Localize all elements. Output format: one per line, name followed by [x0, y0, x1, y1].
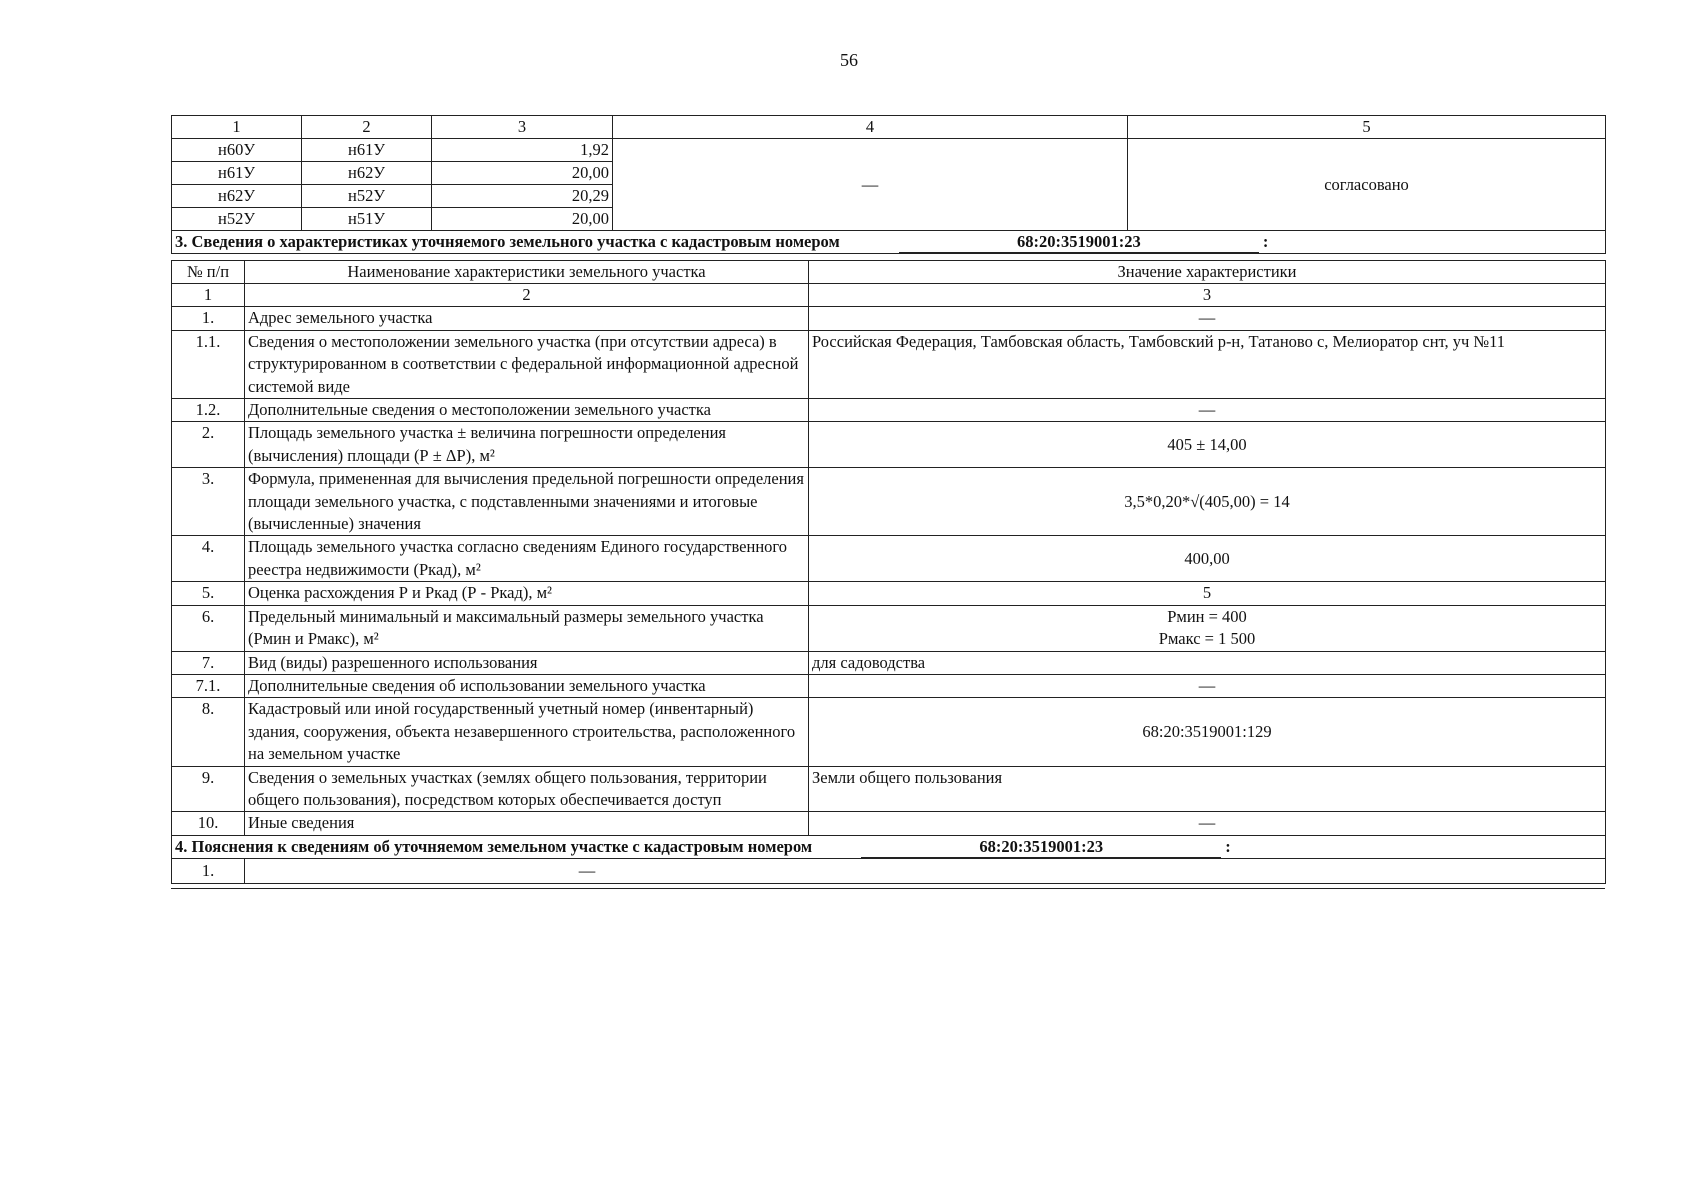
page-number: 56	[840, 50, 858, 70]
row-value: 400,00	[809, 536, 1606, 582]
section4-row-num: 1.	[172, 859, 245, 884]
segment-length: 20,00	[432, 208, 613, 231]
segment-length: 1,92	[432, 139, 613, 162]
segments-col-header-5: 5	[1128, 116, 1606, 139]
section4-colon: :	[1225, 836, 1231, 856]
segment-from: н62У	[172, 185, 302, 208]
row-name: Площадь земельного участка ± величина погрешности определения (вычисления) площади (Р ± ΔР), м²	[245, 422, 809, 468]
characteristics-table-block	[171, 260, 1605, 889]
table-row	[172, 651, 1606, 674]
row-value: 405 ± 14,00	[809, 422, 1606, 468]
row-num: 4.	[172, 536, 245, 582]
segment-length: 20,29	[432, 185, 613, 208]
row-name: Адрес земельного участка	[245, 307, 809, 330]
row-name: Сведения о местоположении земельного участка (при отсутствии адреса) в структурированном в соответствии с федеральной информационной адресной системой виде	[245, 330, 809, 398]
row-name: Сведения о земельных участках (землях общего пользования, территории общего пользования), посредством которых обеспечивается доступ	[245, 766, 809, 812]
characteristics-number-row	[172, 284, 1606, 307]
section4-title: 4. Пояснения к сведениям об уточняемом земельном участке с кадастровым номером	[175, 836, 813, 856]
table-row	[172, 698, 1606, 766]
header-number-2: 2	[245, 284, 809, 307]
table-row	[172, 766, 1606, 812]
table-row	[172, 536, 1606, 582]
segments-col-header-1: 1	[172, 116, 302, 139]
segment-to: н62У	[302, 162, 432, 185]
segments-col-header-3: 3	[432, 116, 613, 139]
segment-from: н52У	[172, 208, 302, 231]
table-row	[172, 582, 1606, 605]
row-value: 68:20:3519001:129	[809, 698, 1606, 766]
row-name: Иные сведения	[245, 812, 809, 835]
section4-row-value-cell	[245, 859, 1606, 884]
row-value: —	[809, 399, 1606, 422]
segment-from: н60У	[172, 139, 302, 162]
segment-to: н61У	[302, 139, 432, 162]
segments-row	[172, 139, 1606, 162]
section3-title: 3. Сведения о характеристиках уточняемого земельного участка с кадастровым номером	[175, 232, 840, 251]
table-row	[172, 812, 1606, 835]
header-value: Значение характеристики	[809, 261, 1606, 284]
row-num: 9.	[172, 766, 245, 812]
row-value: —	[809, 307, 1606, 330]
header-number-1: 1	[172, 284, 245, 307]
row-value: —	[809, 674, 1606, 697]
segments-table-block	[171, 115, 1605, 254]
row-num: 7.	[172, 651, 245, 674]
table-row	[172, 330, 1606, 398]
table-row	[172, 399, 1606, 422]
section4-title-cell	[172, 835, 1606, 858]
row-value-line-2: Рмакс = 1 500	[1158, 629, 1256, 649]
row-num: 7.1.	[172, 674, 245, 697]
row-name: Оценка расхождения Р и Ркад (Р - Ркад), м²	[245, 582, 809, 605]
row-value: —	[809, 812, 1606, 835]
section3-cadastral-number: 68:20:3519001:23	[899, 231, 1259, 253]
header-name: Наименование характеристики земельного участка	[245, 261, 809, 284]
table-row	[172, 674, 1606, 697]
row-value: 3,5*0,20*√(405,00) = 14	[809, 468, 1606, 536]
header-num: № п/п	[172, 261, 245, 284]
table-bottom-border	[171, 884, 1605, 889]
row-num: 5.	[172, 582, 245, 605]
segments-col5-value: согласовано	[1128, 139, 1606, 231]
table-row	[172, 605, 1606, 651]
segments-header-row	[172, 116, 1606, 139]
segments-col-header-2: 2	[302, 116, 432, 139]
section4-title-row	[172, 835, 1606, 858]
characteristics-header-row	[172, 261, 1606, 284]
segments-col-header-4: 4	[613, 116, 1128, 139]
segment-to: н52У	[302, 185, 432, 208]
row-num: 6.	[172, 605, 245, 651]
row-num: 3.	[172, 468, 245, 536]
row-value: 5	[809, 582, 1606, 605]
section4-row	[172, 859, 1606, 884]
segment-length: 20,00	[432, 162, 613, 185]
row-num: 8.	[172, 698, 245, 766]
row-value: для садоводства	[809, 651, 1606, 674]
row-name: Дополнительные сведения об использовании земельного участка	[245, 674, 809, 697]
row-name: Дополнительные сведения о местоположении земельного участка	[245, 399, 809, 422]
row-value-line-1: Рмин = 400	[1167, 606, 1247, 626]
section3-colon: :	[1262, 232, 1269, 251]
row-num: 2.	[172, 422, 245, 468]
row-num: 1.1.	[172, 330, 245, 398]
section4-row-value: —	[578, 861, 596, 881]
row-num: 1.2.	[172, 399, 245, 422]
section4-cadastral-number: 68:20:3519001:23	[861, 836, 1221, 858]
header-number-3: 3	[809, 284, 1606, 307]
row-name: Кадастровый или иной государственный учетный номер (инвентарный) здания, сооружения, объекта незавершенного строительства, расположенного на земельном участке	[245, 698, 809, 766]
segments-table	[171, 115, 1606, 254]
row-name: Предельный минимальный и максимальный размеры земельного участка (Рмин и Рмакс), м²	[245, 605, 809, 651]
row-num: 1.	[172, 307, 245, 330]
row-name: Формула, примененная для вычисления предельной погрешности определения площади земельного участка, с подставленными значениями и итоговые (вычисленные) значения	[245, 468, 809, 536]
row-name: Площадь земельного участка согласно сведениям Единого государственного реестра недвижимости (Ркад), м²	[245, 536, 809, 582]
segments-col4-value: —	[613, 139, 1128, 231]
segment-to: н51У	[302, 208, 432, 231]
row-name: Вид (виды) разрешенного использования	[245, 651, 809, 674]
characteristics-table	[171, 260, 1606, 884]
table-row	[172, 422, 1606, 468]
row-value	[809, 605, 1606, 651]
row-num: 10.	[172, 812, 245, 835]
row-value: Российская Федерация, Тамбовская область, Тамбовский р-н, Татаново с, Мелиоратор снт, уч №11	[809, 330, 1606, 398]
section3-title-row	[172, 231, 1606, 254]
section3-title-cell	[172, 231, 1606, 254]
segment-from: н61У	[172, 162, 302, 185]
row-value: Земли общего пользования	[809, 766, 1606, 812]
table-row	[172, 468, 1606, 536]
table-row	[172, 307, 1606, 330]
